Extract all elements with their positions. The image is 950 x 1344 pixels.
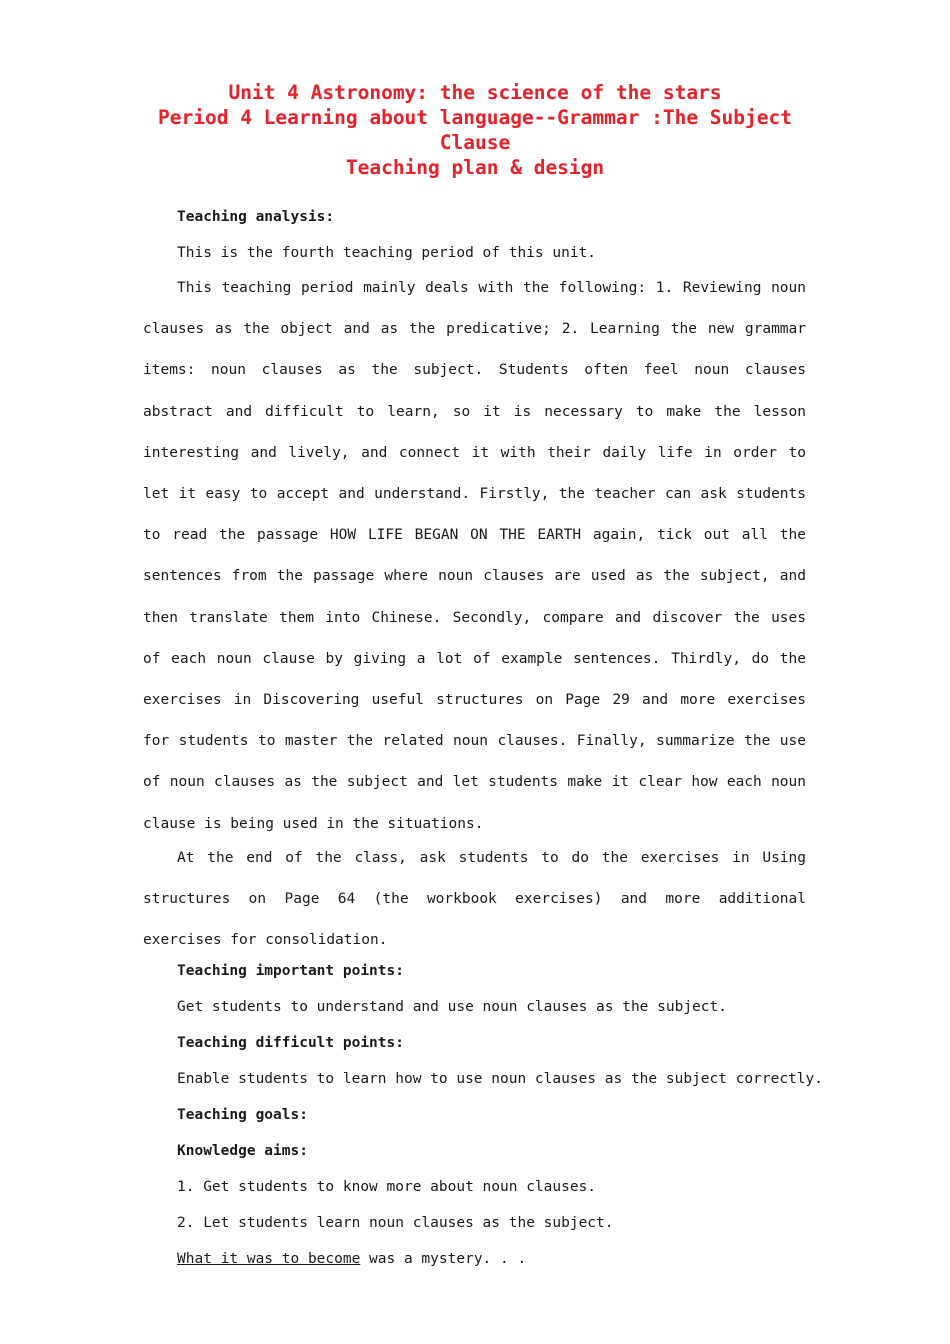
- title-period: Period 4 Learning about language--Grammar :The Subject: [158, 106, 792, 129]
- example-subject-clause: What it was to become: [177, 1251, 361, 1268]
- knowledge-aims-heading: Knowledge aims:: [177, 1143, 308, 1160]
- difficult-points-heading: Teaching difficult points:: [177, 1035, 404, 1052]
- title-unit: Unit 4 Astronomy: the science of the stars: [228, 81, 722, 104]
- analysis-paragraph-2: At the end of the class, ask students to do the exercises in Using structures on Page 64 (the workbook exercises) and more additional exercises for consolidation.: [143, 849, 806, 949]
- example-rest: was a mystery. . .: [360, 1251, 527, 1268]
- document-body: [143, 204, 824, 1282]
- important-points-text: Get students to understand and use noun clauses as the subject.: [177, 999, 727, 1016]
- teaching-goals-heading: Teaching goals:: [177, 1107, 308, 1124]
- knowledge-aim-1: 1. Get students to know more about noun clauses.: [177, 1179, 597, 1196]
- analysis-heading: Teaching analysis:: [177, 209, 335, 225]
- important-points-heading: Teaching important points:: [177, 963, 404, 980]
- analysis-intro: This is the fourth teaching period of this unit.: [177, 245, 597, 261]
- title-clause: Clause: [439, 131, 511, 154]
- document-title: [140, 80, 810, 180]
- analysis-paragraph-1: This teaching period mainly deals with the following: 1. Reviewing noun clauses as the object and as the predicative; 2. Learning the new grammar items: noun clauses as the subject. Students often feel noun clauses abstract and difficult to learn, so it is necessary to make the lesson interesting and lively, and connect it with their daily life in order to let it easy to accept and understand. Firstly, the teacher can ask students to read the passage HOW LIFE BEGAN ON THE EARTH again, tick out all the sentences from the passage where noun clauses are used as the subject, and then translate them into Chinese. Secondly, compare and discover the uses of each noun clause by giving a lot of example sentences. Thirdly, do the exercises in Discovering useful structures on Page 29 and more exercises for students to master the related noun clauses. Finally, summarize the use of noun clauses as the subject and let students make it clear how each noun clause is being used in the situations.: [143, 280, 806, 832]
- difficult-points-text: Enable students to learn how to use noun clauses as the subject correctly.: [177, 1071, 824, 1088]
- title-plan: Teaching plan & design: [345, 156, 605, 179]
- knowledge-aim-2: 2. Let students learn noun clauses as the subject.: [177, 1215, 614, 1232]
- example-sentence: [143, 1246, 806, 1282]
